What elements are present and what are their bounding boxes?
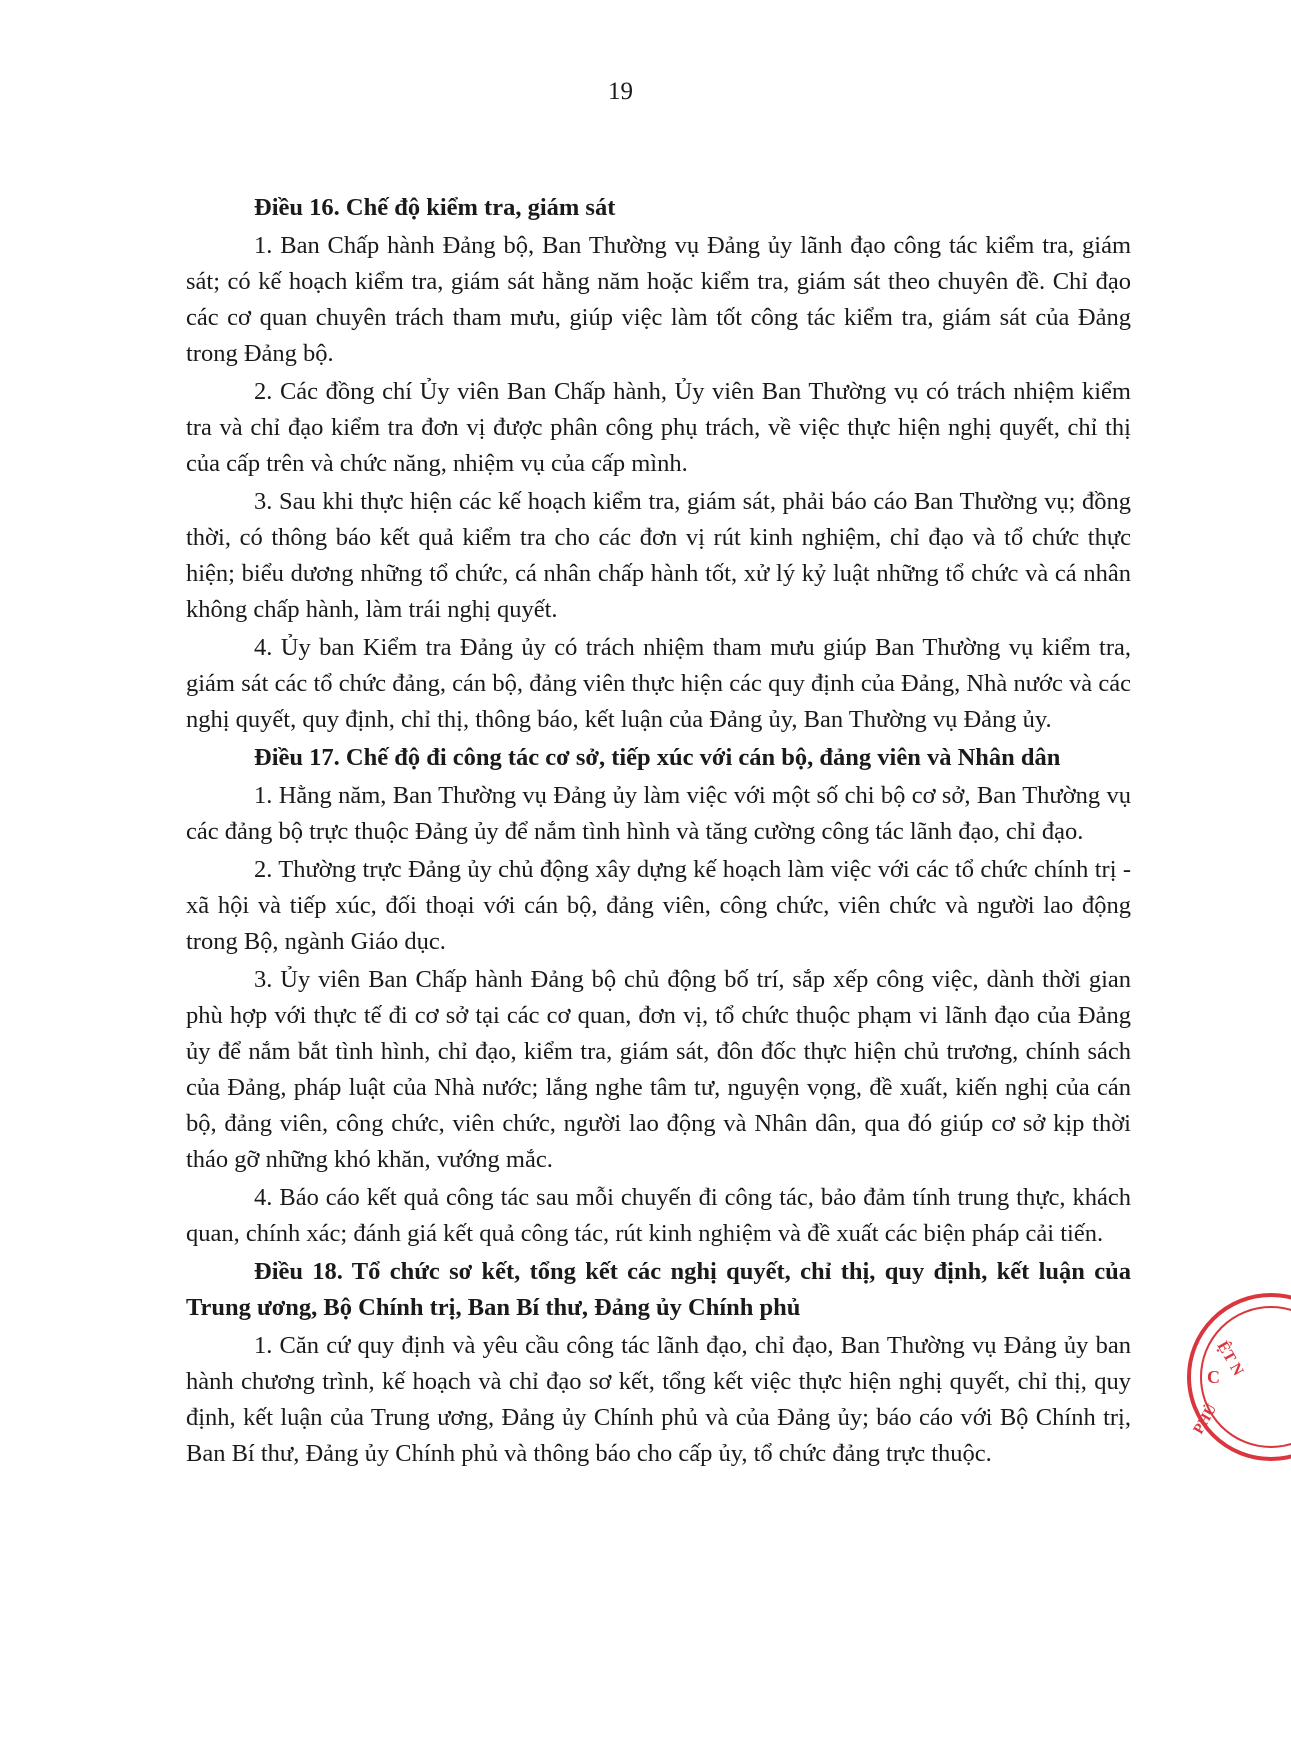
article-17-clause-2: 2. Thường trực Đảng ủy chủ động xây dựng kế hoạch làm việc với các tổ chức chính trị - xã hội và tiếp xúc, đối thoại với cán bộ, đảng viên, công chức, viên chức và người lao động trong Bộ, ngành Giáo dục. (186, 856, 1131, 955)
article-18-clause-1: 1. Căn cứ quy định và yêu cầu công tác lãnh đạo, chỉ đạo, Ban Thường vụ Đảng ủy ban hành chương trình, kế hoạch và chỉ đạo sơ kết, tổng kết việc thực hiện nghị quyết, chỉ thị, quy định, kết luận của Trung ương, Đảng ủy Chính phủ và của Đảng ủy; báo cáo với Bộ Chính trị, Ban Bí thư, Đảng ủy Chính phủ và thông báo cho cấp ủy, tổ chức đảng trực thuộc. (186, 1332, 1131, 1467)
article-16-clause-2: 2. Các đồng chí Ủy viên Ban Chấp hành, Ủy viên Ban Thường vụ có trách nhiệm kiểm tra và chỉ đạo kiểm tra đơn vị được phân công phụ trách, về việc thực hiện nghị quyết, chỉ thị của cấp trên và chức năng, nhiệm vụ của cấp mình. (186, 378, 1131, 477)
article-18-heading: Điều 18. Tổ chức sơ kết, tổng kết các nghị quyết, chỉ thị, quy định, kết luận của Trung ương, Bộ Chính trị, Ban Bí thư, Đảng ủy Chính phủ (186, 1258, 1131, 1321)
seal-lettering-2: C (1207, 1367, 1220, 1387)
article-17-clause-4: 4. Báo cáo kết quả công tác sau mỗi chuyến đi công tác, bảo đảm tính trung thực, khách quan, chính xác; đánh giá kết quả công tác, rút kinh nghiệm và đề xuất các biện pháp cải tiến. (186, 1184, 1131, 1247)
red-seal-stamp (1181, 1285, 1291, 1470)
article-16-clause-1: 1. Ban Chấp hành Đảng bộ, Ban Thường vụ Đảng ủy lãnh đạo công tác kiểm tra, giám sát; có kế hoạch kiểm tra, giám sát hằng năm hoặc kiểm tra, giám sát theo chuyên đề. Chỉ đạo các cơ quan chuyên trách tham mưu, giúp việc làm tốt công tác kiểm tra, giám sát của Đảng trong Đảng bộ. (186, 232, 1131, 367)
page-number: 19 (608, 78, 633, 105)
seal-lettering-3: PHỦ (1190, 1401, 1221, 1437)
article-16-clause-3: 3. Sau khi thực hiện các kế hoạch kiểm tra, giám sát, phải báo cáo Ban Thường vụ; đồng thời, có thông báo kết quả kiểm tra cho các đơn vị rút kinh nghiệm, chỉ đạo và tổ chức thực hiện; biểu dương những tổ chức, cá nhân chấp hành tốt, xử lý kỷ luật những tổ chức và cá nhân không chấp hành, làm trái nghị quyết. (186, 488, 1131, 623)
article-17-clause-1: 1. Hằng năm, Ban Thường vụ Đảng ủy làm việc với một số chi bộ cơ sở, Ban Thường vụ các đảng bộ trực thuộc Đảng ủy để nắm tình hình và tăng cường công tác lãnh đạo, chỉ đạo. (186, 782, 1131, 845)
seal-lettering: ỆT N (1213, 1338, 1247, 1379)
article-17-heading: Điều 17. Chế độ đi công tác cơ sở, tiếp xúc với cán bộ, đảng viên và Nhân dân (254, 744, 1061, 771)
article-16-heading: Điều 16. Chế độ kiểm tra, giám sát (254, 194, 616, 221)
article-16-clause-4: 4. Ủy ban Kiểm tra Đảng ủy có trách nhiệm tham mưu giúp Ban Thường vụ kiểm tra, giám sát các tổ chức đảng, cán bộ, đảng viên thực hiện các quy định của Đảng, Nhà nước và các nghị quyết, quy định, chỉ thị, thông báo, kết luận của Đảng ủy, Ban Thường vụ Đảng ủy. (186, 634, 1131, 733)
document-body (186, 190, 1131, 1474)
article-17-clause-3: 3. Ủy viên Ban Chấp hành Đảng bộ chủ động bố trí, sắp xếp công việc, dành thời gian phù hợp với thực tế đi cơ sở tại các cơ quan, đơn vị, tổ chức thuộc phạm vi lãnh đạo của Đảng ủy để nắm bắt tình hình, chỉ đạo, kiểm tra, giám sát, đôn đốc thực hiện chủ trương, chính sách của Đảng, pháp luật của Nhà nước; lắng nghe tâm tư, nguyện vọng, đề xuất, kiến nghị của cán bộ, đảng viên, công chức, viên chức, người lao động và Nhân dân, qua đó giúp cơ sở kịp thời tháo gỡ những khó khăn, vướng mắc. (186, 966, 1131, 1173)
